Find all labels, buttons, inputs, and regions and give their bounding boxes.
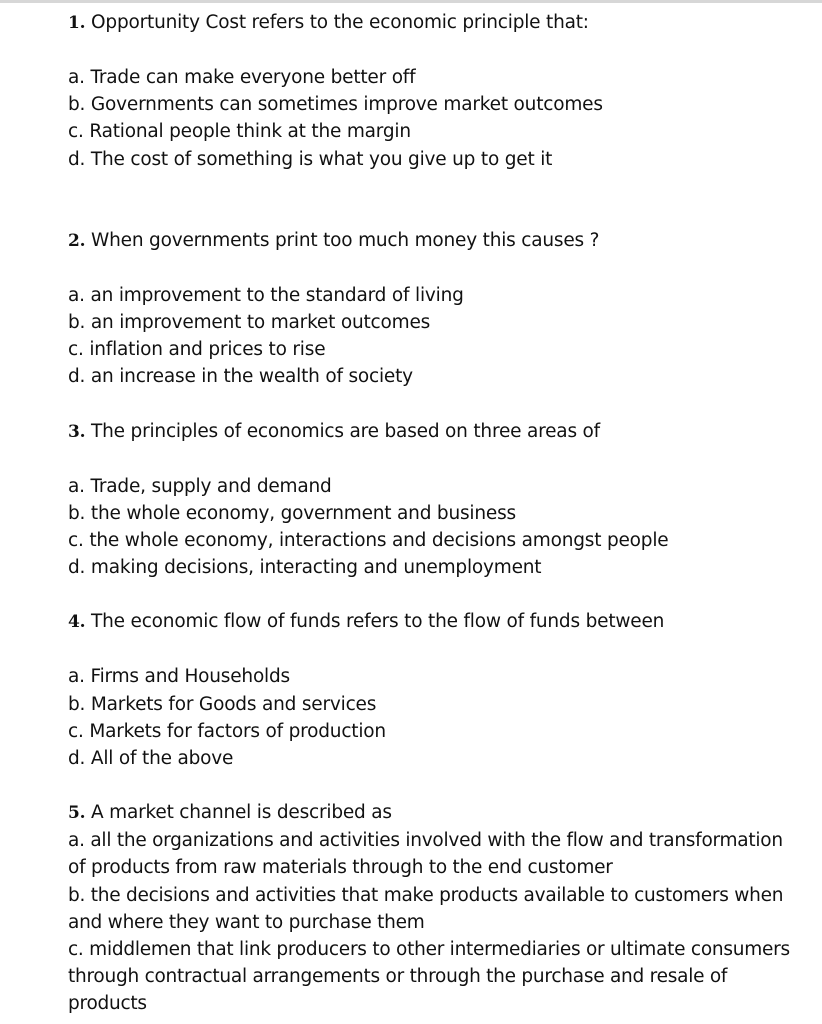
question-2-number: 2. <box>68 230 86 251</box>
question-2-option-d: d. an increase in the wealth of society <box>68 366 413 388</box>
question-1-option-b: b. Governments can sometimes improve market outcomes <box>68 94 603 116</box>
question-2-option-a: a. an improvement to the standard of living <box>68 284 464 306</box>
question-4 <box>68 608 798 636</box>
question-1-text: Opportunity Cost refers to the economic principle that: <box>85 12 589 33</box>
question-1 <box>68 9 798 37</box>
question-2 <box>68 227 798 255</box>
question-3-option-a: a. Trade, supply and demand <box>68 475 332 497</box>
question-2-option-c: c. inflation and prices to rise <box>68 339 326 361</box>
question-5-option-b: b. the decisions and activities that make products available to customers when and where they want to purchase them <box>68 884 784 933</box>
question-4-option-a: a. Firms and Households <box>68 666 290 688</box>
question-3-number: 3. <box>68 421 86 442</box>
question-4-option-d: d. All of the above <box>68 748 234 770</box>
question-1-option-a: a. Trade can make everyone better off <box>68 67 416 88</box>
question-3-option-b: b. the whole economy, government and business <box>68 502 516 524</box>
question-5-option-a: a. all the organizations and activities involved with the flow and transformation of products from raw materials through to the end customer <box>68 830 783 879</box>
question-1-option-c: c. Rational people think at the margin <box>68 121 411 143</box>
question-5 <box>68 799 798 827</box>
question-2-text: When governments print too much money this causes ? <box>85 229 600 251</box>
quiz-document <box>68 9 798 1018</box>
question-5-text: A market channel is described as <box>85 802 392 824</box>
question-4-option-b: b. Markets for Goods and services <box>68 693 377 715</box>
question-3-text: The principles of economics are based on three areas of <box>85 420 600 442</box>
question-2-option-b: b. an improvement to market outcomes <box>68 312 431 334</box>
question-1-option-d: d. The cost of something is what you give up to get it <box>68 148 553 170</box>
question-5-option-c: c. middlemen that link producers to other intermediaries or ultimate consumers through contractual arrangements or through the purchase and resale of products <box>68 939 790 1015</box>
question-4-number: 4. <box>68 612 86 633</box>
question-3-option-d: d. making decisions, interacting and unemployment <box>68 557 542 579</box>
question-4-text: The economic flow of funds refers to the flow of funds between <box>85 611 665 633</box>
question-4-option-c: c. Markets for factors of production <box>68 720 386 742</box>
question-1-number: 1. <box>68 13 86 33</box>
page-top-edge <box>0 0 822 3</box>
question-3 <box>68 418 798 446</box>
question-5-number: 5. <box>68 803 86 824</box>
question-3-option-c: c. the whole economy, interactions and decisions amongst people <box>68 530 669 552</box>
